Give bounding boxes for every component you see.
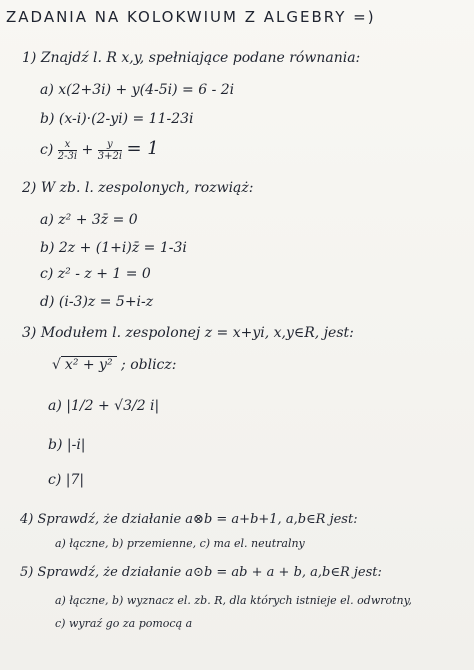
task-1c-rhs: = 1 [126,138,159,159]
page-title: ZADANIA NA KOLOKWIUM Z ALGEBRY =) [6,8,376,26]
task-1a: a) x(2+3i) + y(4-5i) = 6 - 2i [40,82,235,98]
task-3a-label: a) [48,398,62,414]
task-5-header: 5) Sprawdź, że działanie a⊙b = ab + a + b, a,b∈R jest: [20,565,382,580]
task-1c-fraction-2-den: 3+2i [97,150,123,162]
task-2d: d) (i-3)z = 5+i-z [40,294,154,310]
task-1c-plus: + [81,142,94,158]
task-5-options: a) łączne, b) wyznacz el. zb. R, dla których istnieje el. odwrotny, [55,594,412,607]
task-1b: b) (x-i)·(2-yi) = 11-23i [40,111,194,127]
task-3b: b) |-i| [48,437,86,453]
task-5-option-c: c) wyraź go za pomocą a [55,617,193,630]
task-3-formula-line [52,357,177,373]
task-3-header: 3) Modułem l. zespolonej z = x+yi, x,y∈R, jest: [22,325,354,341]
task-1c [40,138,159,162]
sqrt-symbol: √ [52,357,61,373]
task-2b: b) 2z + (1+i)z̄ = 1-3i [40,240,187,256]
task-3a-expr: |1/2 + √3/2 i| [66,398,160,414]
task-3a [48,398,159,414]
task-1c-fraction-1-den: 2-3i [57,150,78,162]
task-4-options: a) łączne, b) przemienne, c) ma el. neutralny [55,537,305,550]
task-1c-fraction-2 [98,139,122,162]
task-3-calc: ; oblicz: [121,357,177,373]
task-2c: c) z² - z + 1 = 0 [40,266,151,282]
task-4-header: 4) Sprawdź, że działanie a⊗b = a+b+1, a,b∈R jest: [20,512,358,527]
task-1c-fraction-1 [58,139,77,162]
task-1-header: 1) Znajdź l. R x,y, spełniające podane równania: [22,50,361,66]
task-3c: c) |7| [48,472,85,488]
task-3-formula: x² + y² [61,356,117,373]
task-1c-label: c) [40,142,54,158]
task-2-header: 2) W zb. l. zespolonych, rozwiąż: [22,180,254,196]
task-1c-fraction-2-num: y [107,138,113,150]
task-2a: a) z² + 3z̄ = 0 [40,212,138,228]
task-1c-fraction-1-num: x [64,138,71,150]
